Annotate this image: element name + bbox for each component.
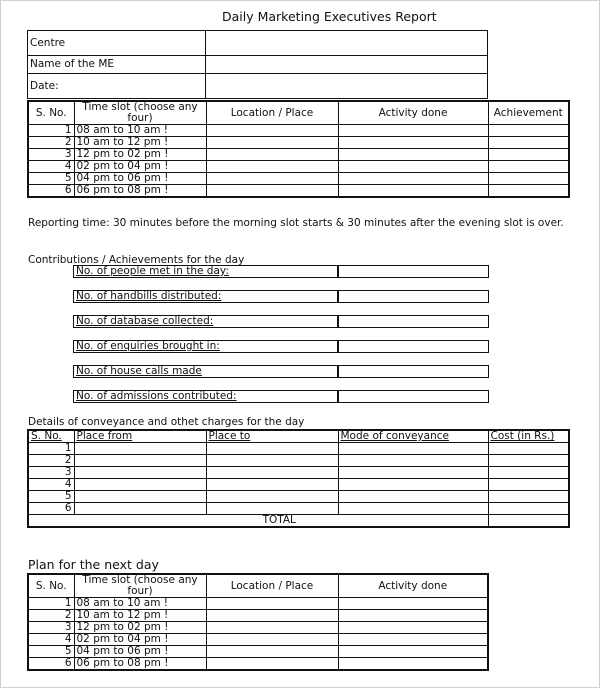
row-sno: 5	[28, 491, 74, 503]
row-activity[interactable]	[338, 634, 488, 646]
row-location[interactable]	[206, 185, 338, 198]
row-location[interactable]	[206, 598, 338, 610]
conveyance-row	[28, 467, 569, 479]
conveyance-heading: Details of conveyance and othet charges for the day	[28, 416, 305, 428]
header-time-slot: Time slot (choose any four)	[74, 101, 206, 125]
info-table	[27, 30, 488, 99]
me-name-value[interactable]	[206, 56, 488, 74]
row-sno: 3	[28, 149, 74, 161]
header-location: Location / Place	[206, 574, 338, 598]
time-slot-row	[28, 137, 569, 149]
centre-value[interactable]	[206, 31, 488, 56]
row-place-to[interactable]	[206, 491, 338, 503]
row-place-from[interactable]	[74, 443, 206, 455]
row-place-from[interactable]	[74, 455, 206, 467]
row-achievement[interactable]	[488, 173, 569, 185]
time-slot-row	[28, 173, 569, 185]
row-cost[interactable]	[488, 503, 569, 515]
conveyance-table	[27, 429, 570, 528]
contribution-label: No. of house calls made	[76, 365, 202, 377]
row-cost[interactable]	[488, 479, 569, 491]
row-slot: 02 pm to 04 pm !	[74, 161, 206, 173]
row-sno: 2	[28, 137, 74, 149]
row-slot: 06 pm to 08 pm !	[74, 658, 206, 671]
row-sno: 2	[28, 455, 74, 467]
row-slot: 12 pm to 02 pm !	[74, 149, 206, 161]
row-activity[interactable]	[338, 610, 488, 622]
time-slot-row	[28, 161, 569, 173]
row-sno: 4	[28, 634, 74, 646]
conveyance-total-row	[28, 515, 569, 528]
row-activity[interactable]	[338, 622, 488, 634]
contribution-label: No. of enquiries brought in:	[76, 340, 220, 352]
contributions-heading: Contributions / Achievements for the day	[28, 254, 245, 266]
row-location[interactable]	[206, 161, 338, 173]
conveyance-row	[28, 491, 569, 503]
contribution-label: No. of people met in the day:	[76, 265, 229, 277]
reporting-time-note: Reporting time: 30 minutes before the morning slot starts & 30 minutes after the evening slot is over.	[28, 217, 564, 229]
row-cost[interactable]	[488, 491, 569, 503]
row-activity[interactable]	[338, 658, 488, 671]
row-slot: 12 pm to 02 pm !	[74, 622, 206, 634]
row-place-to[interactable]	[206, 503, 338, 515]
conveyance-row	[28, 455, 569, 467]
conveyance-row	[28, 443, 569, 455]
row-location[interactable]	[206, 173, 338, 185]
row-achievement[interactable]	[488, 161, 569, 173]
contribution-value[interactable]	[337, 365, 489, 378]
total-value[interactable]	[488, 515, 569, 528]
plan-row	[28, 646, 488, 658]
plan-row	[28, 658, 488, 671]
row-slot: 06 pm to 08 pm !	[74, 185, 206, 198]
header-activity: Activity done	[338, 574, 488, 598]
row-activity[interactable]	[338, 149, 488, 161]
row-place-to[interactable]	[206, 467, 338, 479]
row-cost[interactable]	[488, 467, 569, 479]
header-sno: S. No.	[28, 430, 74, 443]
row-activity[interactable]	[338, 173, 488, 185]
row-activity[interactable]	[338, 161, 488, 173]
info-row-centre	[28, 31, 488, 56]
row-sno: 5	[28, 173, 74, 185]
header-mode: Mode of conveyance	[338, 430, 488, 443]
row-mode[interactable]	[338, 491, 488, 503]
row-sno: 1	[28, 443, 74, 455]
me-name-label: Name of the ME	[28, 56, 206, 74]
row-achievement[interactable]	[488, 185, 569, 198]
row-activity[interactable]	[338, 598, 488, 610]
row-sno: 4	[28, 479, 74, 491]
header-time-slot: Time slot (choose any four)	[74, 574, 206, 598]
row-place-from[interactable]	[74, 491, 206, 503]
row-sno: 6	[28, 185, 74, 198]
row-slot: 08 am to 10 am !	[74, 598, 206, 610]
row-achievement[interactable]	[488, 125, 569, 137]
row-sno: 3	[28, 622, 74, 634]
row-sno: 2	[28, 610, 74, 622]
row-location[interactable]	[206, 622, 338, 634]
info-row-me-name	[28, 56, 488, 74]
row-place-from[interactable]	[74, 479, 206, 491]
row-slot: 04 pm to 06 pm !	[74, 173, 206, 185]
row-cost[interactable]	[488, 443, 569, 455]
header-sno: S. No.	[28, 101, 74, 125]
row-place-to[interactable]	[206, 455, 338, 467]
date-label: Date:	[28, 74, 206, 99]
row-slot: 10 am to 12 pm !	[74, 610, 206, 622]
row-sno: 1	[28, 598, 74, 610]
time-slot-row	[28, 149, 569, 161]
plan-row	[28, 610, 488, 622]
row-activity[interactable]	[338, 646, 488, 658]
time-slots-header	[28, 101, 569, 125]
row-location[interactable]	[206, 634, 338, 646]
date-value[interactable]	[206, 74, 488, 99]
row-sno: 1	[28, 125, 74, 137]
row-location[interactable]	[206, 646, 338, 658]
time-slot-row	[28, 185, 569, 198]
row-cost[interactable]	[488, 455, 569, 467]
row-sno: 4	[28, 161, 74, 173]
row-mode[interactable]	[338, 503, 488, 515]
conveyance-row	[28, 479, 569, 491]
row-sno: 5	[28, 646, 74, 658]
header-place-from: Place from	[74, 430, 206, 443]
conveyance-row	[28, 503, 569, 515]
row-location[interactable]	[206, 658, 338, 671]
plan-heading: Plan for the next day	[28, 557, 159, 572]
page-title: Daily Marketing Executives Report	[222, 9, 437, 24]
row-location[interactable]	[206, 125, 338, 137]
header-achievement: Achievement	[488, 101, 569, 125]
contribution-label: No. of database collected:	[76, 315, 214, 327]
header-activity: Activity done	[338, 101, 488, 125]
row-activity[interactable]	[338, 125, 488, 137]
row-achievement[interactable]	[488, 137, 569, 149]
row-mode[interactable]	[338, 479, 488, 491]
plan-row	[28, 598, 488, 610]
row-achievement[interactable]	[488, 149, 569, 161]
header-location: Location / Place	[206, 101, 338, 125]
contribution-value[interactable]	[337, 315, 489, 328]
plan-row	[28, 622, 488, 634]
row-slot: 08 am to 10 am !	[74, 125, 206, 137]
row-activity[interactable]	[338, 185, 488, 198]
row-place-to[interactable]	[206, 479, 338, 491]
contribution-value[interactable]	[337, 390, 489, 403]
row-location[interactable]	[206, 610, 338, 622]
row-location[interactable]	[206, 137, 338, 149]
info-row-date	[28, 74, 488, 99]
row-slot: 02 pm to 04 pm !	[74, 634, 206, 646]
row-sno: 6	[28, 658, 74, 671]
total-label: TOTAL	[28, 515, 488, 528]
row-mode[interactable]	[338, 455, 488, 467]
row-mode[interactable]	[338, 443, 488, 455]
row-mode[interactable]	[338, 467, 488, 479]
row-place-from[interactable]	[74, 467, 206, 479]
row-sno: 3	[28, 467, 74, 479]
contribution-value[interactable]	[337, 265, 489, 278]
row-activity[interactable]	[338, 137, 488, 149]
header-sno: S. No.	[28, 574, 74, 598]
time-slots-table	[27, 100, 570, 198]
contribution-label: No. of admissions contributed:	[76, 390, 237, 402]
row-place-to[interactable]	[206, 443, 338, 455]
header-place-to: Place to	[206, 430, 338, 443]
contribution-value[interactable]	[337, 340, 489, 353]
conveyance-header	[28, 430, 569, 443]
row-slot: 10 am to 12 pm !	[74, 137, 206, 149]
contribution-value[interactable]	[337, 290, 489, 303]
plan-row	[28, 634, 488, 646]
plan-table	[27, 573, 489, 671]
row-sno: 6	[28, 503, 74, 515]
contribution-label: No. of handbills distributed:	[76, 290, 222, 302]
row-slot: 04 pm to 06 pm !	[74, 646, 206, 658]
row-place-from[interactable]	[74, 503, 206, 515]
row-location[interactable]	[206, 149, 338, 161]
time-slot-row	[28, 125, 569, 137]
header-cost: Cost (in Rs.)	[488, 430, 569, 443]
plan-header	[28, 574, 488, 598]
centre-label: Centre	[28, 31, 206, 56]
